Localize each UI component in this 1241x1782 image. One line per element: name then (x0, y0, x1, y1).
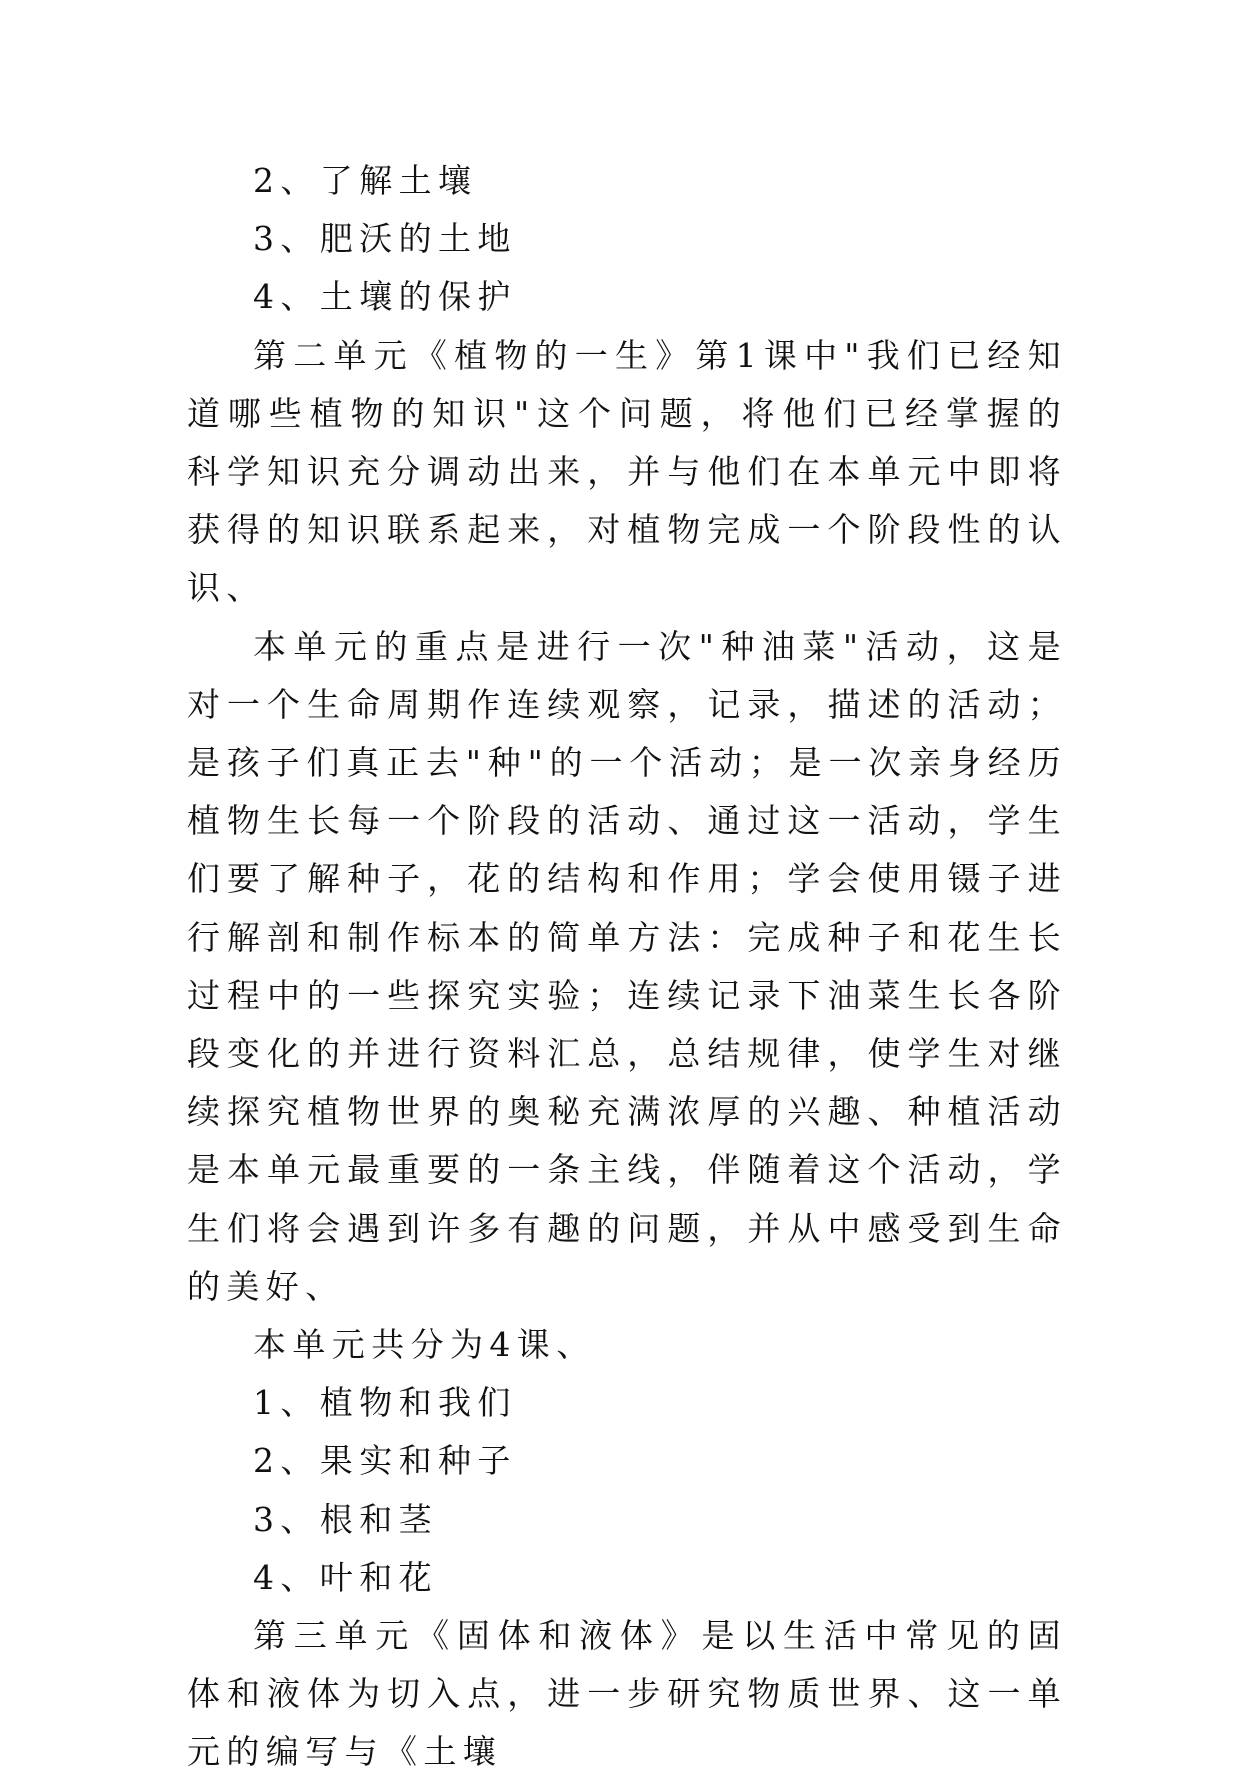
list-item-plants-3: 3、根和茎 (253, 1499, 438, 1539)
paragraph-unit2-lesson-count: 本单元共分为4课、 (253, 1325, 596, 1365)
list-item-soil-4: 4、土壤的保护 (253, 277, 517, 317)
list-item-soil-3: 3、肥沃的土地 (253, 219, 517, 259)
paragraph-unit2-intro: 第二单元《植物的一生》第1课中"我们已经知道哪些植物的知识"这个问题，将他们已经掌握的科学知识充分调动出来，并与他们在本单元中即将获得的知识联系起来，对植物完成一个阶段性的认识、 (187, 335, 1067, 608)
list-item-plants-2: 2、果实和种子 (253, 1441, 517, 1481)
list-item-plants-4: 4、叶和花 (253, 1557, 438, 1597)
paragraph-unit3-intro: 第三单元《固体和液体》是以生活中常见的固体和液体为切入点，进一步研究物质世界、这一单元的编写与《土壤 (187, 1616, 1067, 1772)
document-body (187, 152, 1067, 1782)
list-item-soil-2: 2、了解土壤 (253, 161, 478, 200)
paragraph-unit2-focus: 本单元的重点是进行一次"种油菜"活动，这是对一个生命周期作连续观察，记录，描述的活动；是孩子们真正去"种"的一个活动；是一次亲身经历植物生长每一个阶段的活动、通过这一活动，学生们要了解种子，花的结构和作用；学会使用镊子进行解剖和制作标本的简单方法：完成种子和花生长过程中的一些探究实验；连续记录下油菜生长各阶段变化的并进行资料汇总，总结规律，使学生对继续探究植物世界的奥秘充满浓厚的兴趣、种植活动是本单元最重要的一条主线，伴随着这个活动，学生们将会遇到许多有趣的问题，并从中感受到生命的美好、 (187, 626, 1067, 1306)
list-item-plants-1: 1、植物和我们 (253, 1383, 517, 1423)
